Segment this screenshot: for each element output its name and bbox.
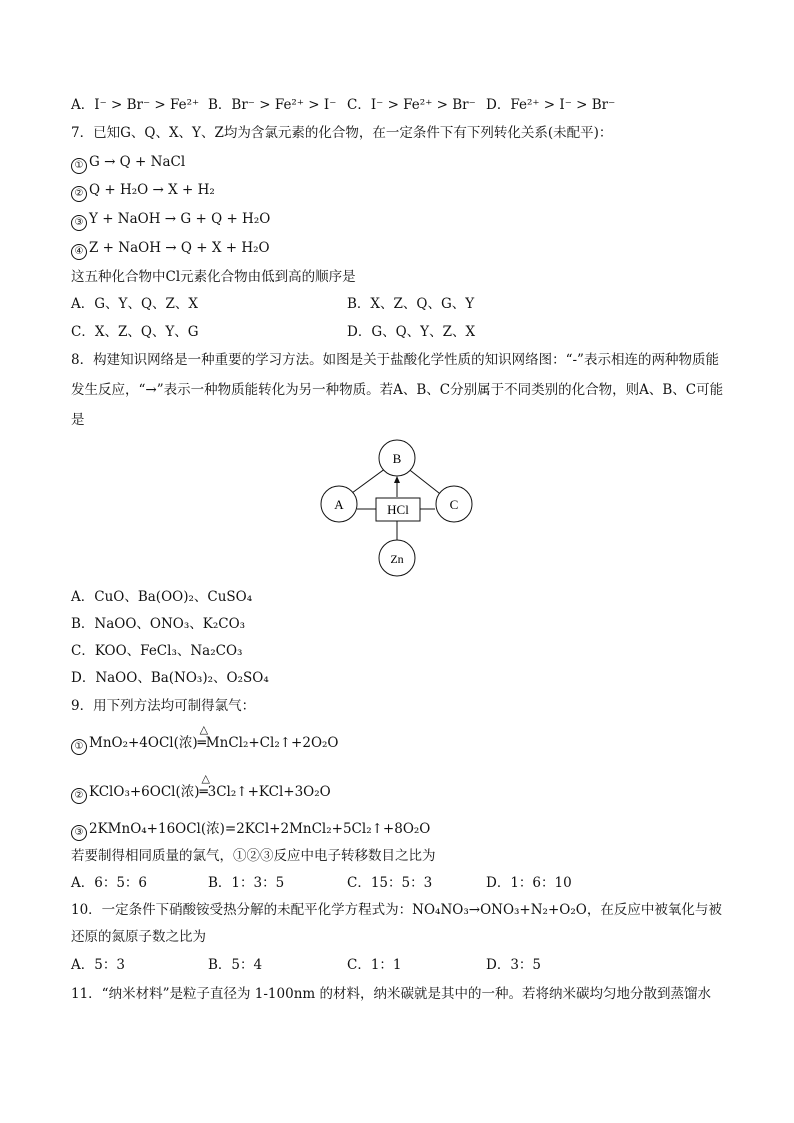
q7-reaction-2 — [71, 181, 215, 202]
q7-reaction-4-number: ④ — [71, 244, 87, 260]
q7-reaction-2-text: Q + H₂O → X + H₂ — [89, 182, 215, 198]
q9-option-d: D．1：6：10 — [486, 875, 572, 891]
node-zn-label: Zn — [390, 552, 404, 566]
q10-option-c: C．1：1 — [347, 957, 402, 973]
q10-stem: 10．一定条件下硝酸铵受热分解的未配平化学方程式为：NO₄NO₃→ONO₃+N₂+O₂O，在反应中被氧化与被还原的氮原子数之比为 — [71, 902, 722, 945]
heat-equals-sign: △ ═ — [197, 723, 209, 751]
hcl-network-diagram — [310, 436, 480, 582]
q7-reaction-4 — [71, 239, 270, 260]
q8-option-c: C．KOO、FeCl₃、Na₂CO₃ — [71, 643, 243, 659]
q7-stem: 7．已知G、Q、X、Y、Z均为含氯元素的化合物，在一定条件下有下列转化关系(未配平)： — [71, 125, 613, 141]
q9-reaction-1-left: MnO₂+4OCl(浓) — [89, 735, 198, 751]
q9-reaction-1-number: ① — [71, 739, 87, 755]
q9-reaction-3-number: ③ — [71, 825, 87, 841]
q8-option-b: B．NaOO、ONO₃、K₂CO₃ — [71, 616, 246, 632]
q7-reaction-2-number: ② — [71, 186, 87, 202]
q9-option-b: B．1：3：5 — [208, 875, 285, 891]
q10-option-d: D．3：5 — [486, 957, 542, 973]
q9-option-c: C．15：5：3 — [347, 875, 433, 891]
q8-option-d: D．NaOO、Ba(NO₃)₂、O₂SO₄ — [71, 670, 269, 686]
q9-ask: 若要制得相同质量的氯气，①②③反应中电子转移数目之比为 — [71, 848, 436, 864]
q9-reaction-2-number: ② — [71, 788, 87, 804]
q7-option-a: A．G、Y、Q、Z、X — [71, 296, 199, 312]
q7-reaction-3-text: Y + NaOH → G + Q + H₂O — [89, 211, 271, 227]
q6-option-c: C．I⁻ > Fe²⁺ > Br⁻ — [347, 97, 476, 113]
node-a-label: A — [334, 497, 344, 512]
q6-option-a: A．I⁻ > Br⁻ > Fe²⁺ — [71, 97, 200, 113]
q7-reaction-3 — [71, 210, 270, 231]
q8-stem: 8．构建知识网络是一种重要的学习方法。如图是关于盐酸化学性质的知识网络图：“-”表示相连的两种物质能发生反应，“→”表示一种物质能转化为另一种物质。若A、B、C分别属于不同类别的化合物，则A、B、C可能是 — [71, 352, 724, 428]
node-hcl-label: HCl — [387, 502, 409, 517]
q9-reaction-3 — [71, 820, 430, 841]
q9-option-a: A．6：5：6 — [71, 875, 148, 891]
q9-stem: 9．用下列方法均可制得氯气： — [71, 698, 256, 714]
q10-option-a: A．5：3 — [71, 957, 125, 973]
arrow-head — [394, 476, 400, 483]
q10-option-b: B．5：4 — [208, 957, 263, 973]
q9-reaction-2-left: KClO₃+6OCl(浓) — [89, 784, 200, 800]
heat-equals-sign: △ ═ — [199, 772, 210, 800]
delta-symbol: △ — [201, 772, 210, 785]
q11-stem: 11．“纳米材料”是粒子直径为 1-100nm 的材料，纳米碳就是其中的一种。若将纳米碳均匀地分散到蒸馏水 — [71, 986, 711, 1002]
node-c-label: C — [449, 497, 459, 512]
q9-reaction-2 — [71, 772, 331, 804]
q9-reaction-3-text: 2KMnO₄+16OCl(浓)=2KCl+2MnCl₂+5Cl₂↑+8O₂O — [89, 821, 431, 837]
q9-reaction-1-right: MnCl₂+Cl₂↑+2O₂O — [205, 735, 339, 751]
q7-option-b: B．X、Z、Q、G、Y — [347, 296, 475, 312]
q6-option-d: D．Fe²⁺ > I⁻ > Br⁻ — [486, 97, 616, 113]
q7-option-d: D．G、Q、Y、Z、X — [347, 324, 476, 340]
q7-ask: 这五种化合物中Cl元素化合物由低到高的顺序是 — [71, 269, 356, 285]
q7-reaction-1-number: ① — [71, 158, 87, 174]
delta-symbol: △ — [199, 723, 209, 736]
q8-option-a: A．CuO、Ba(OO)₂、CuSO₄ — [71, 589, 253, 605]
q7-option-c: C．X、Z、Q、Y、G — [71, 324, 199, 340]
q7-reaction-3-number: ③ — [71, 215, 87, 231]
q9-reaction-1 — [71, 723, 339, 755]
q7-reaction-1-text: G → Q + NaCl — [89, 154, 186, 170]
q7-reaction-4-text: Z + NaOH → Q + X + H₂O — [89, 240, 270, 256]
q9-reaction-2-right: 3Cl₂↑+KCl+3O₂O — [207, 784, 331, 800]
q7-reaction-1 — [71, 153, 185, 174]
q6-option-b: B．Br⁻ > Fe²⁺ > I⁻ — [208, 97, 337, 113]
node-b-label: B — [392, 451, 402, 466]
